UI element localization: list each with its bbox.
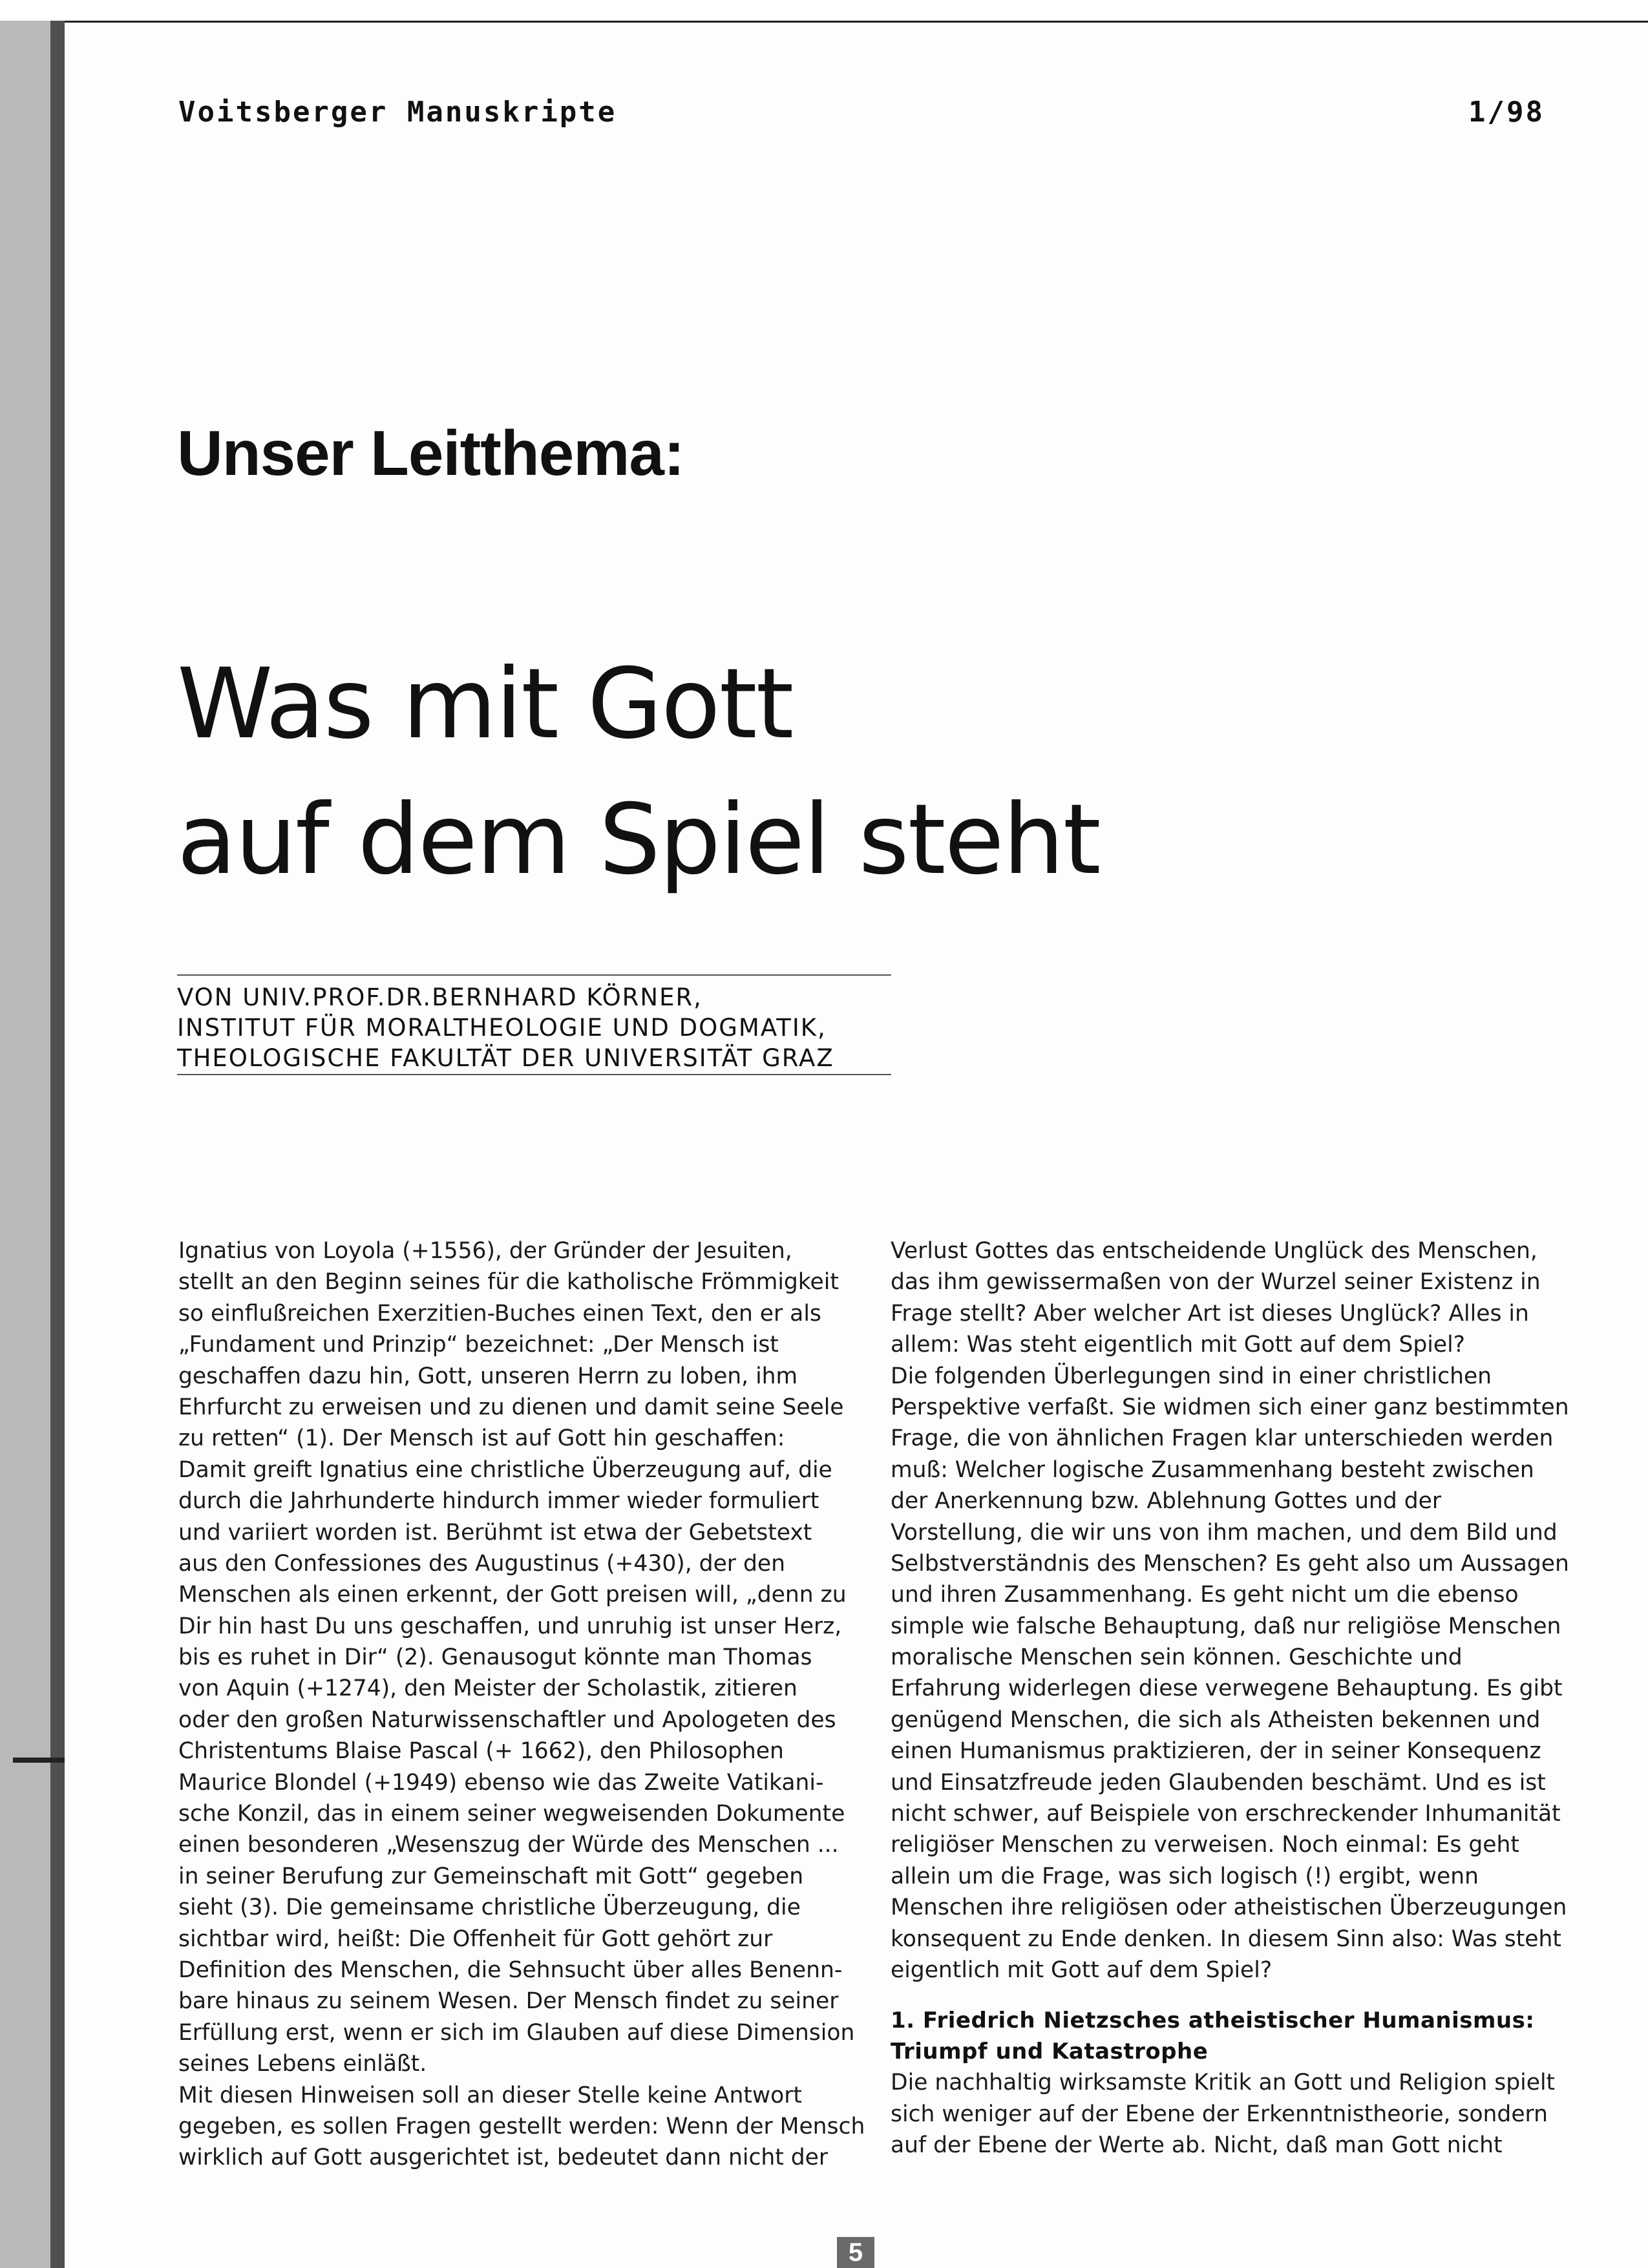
section-body [891, 2067, 1592, 2161]
text-line: wirklich auf Gott ausgerichtet ist, bedeutet dann nicht der [178, 2145, 829, 2171]
left-text-column [178, 1235, 880, 2174]
text-line: konsequent zu Ende denken. In diesem Sinn also: Was steht [891, 1926, 1561, 1952]
byline-rule-top [177, 974, 891, 976]
right-text-column [891, 1235, 1592, 2161]
byline-line: INSTITUT FÜR MORALTHEOLOGIE UND DOGMATIK, [177, 1014, 827, 1042]
text-line: Menschen als einen erkennt, der Gott preisen will, „denn zu [178, 1582, 847, 1608]
text-line: sichtbar wird, heißt: Die Offenheit für Gott gehört zur [178, 1926, 773, 1952]
article-title [177, 636, 1100, 908]
text-line: in seiner Berufung zur Gemeinschaft mit Gott“ gegeben [178, 1863, 804, 1889]
text-line: Menschen ihre religiösen oder atheistischen Überzeugungen [891, 1895, 1567, 1921]
text-line: und variiert worden ist. Berühmt ist etwa der Gebetstext [178, 1519, 812, 1546]
text-line: so einflußreichen Exerzitien-Buches einen Text, den er als [178, 1300, 821, 1327]
title-line: Was mit Gott [177, 648, 793, 761]
publication-title: Voitsberger Manuskripte [178, 96, 617, 129]
text-line: Erfahrung widerlegen diese verwegene Behauptung. Es gibt [891, 1675, 1563, 1702]
text-line: Mit diesen Hinweisen soll an dieser Stelle keine Antwort [178, 2082, 802, 2108]
text-line: religiöser Menschen zu verweisen. Noch einmal: Es geht [891, 1832, 1519, 1858]
title-line: auf dem Spiel steht [177, 784, 1100, 896]
text-line: muß: Welcher logische Zusammenhang besteht zwischen [891, 1456, 1534, 1483]
text-line: und Einsatzfreude jeden Glaubenden beschämt. Und es ist [891, 1769, 1546, 1796]
text-line: einen besonderen „Wesenszug der Würde des Menschen ... [178, 1832, 839, 1858]
text-line: Vorstellung, die wir uns von ihm machen, und dem Bild und [891, 1519, 1558, 1546]
text-line: Ignatius von Loyola (+1556), der Gründer der Jesuiten, [178, 1238, 792, 1264]
text-line: Perspektive verfaßt. Sie widmen sich einer ganz bestimmten [891, 1394, 1569, 1420]
text-line: der Anerkennung bzw. Ablehnung Gottes und der [891, 1488, 1442, 1515]
text-line: Definition des Menschen, die Sehnsucht über alles Benenn- [178, 1957, 843, 1983]
text-line: sche Konzil, das in einem seiner wegweisenden Dokumente [178, 1801, 845, 1827]
text-line: aus den Confessiones des Augustinus (+430), der den [178, 1550, 785, 1577]
byline-rule-bottom [177, 1074, 891, 1075]
text-line: Frage stellt? Aber welcher Art ist dieses Unglück? Alles in [891, 1300, 1529, 1327]
page-number: 5 [837, 2237, 874, 2268]
issue-number: 1/98 [1468, 96, 1545, 129]
section-gap [891, 1986, 1592, 2005]
text-line: Die nachhaltig wirksamste Kritik an Gott und Religion spielt [891, 2070, 1556, 2096]
text-line: und ihren Zusammenhang. Es geht nicht um die ebenso [891, 1582, 1519, 1608]
section-heading-line: Triumpf und Katastrophe [891, 2039, 1209, 2065]
text-line: Frage, die von ähnlichen Fragen klar unterschieden werden [891, 1425, 1554, 1452]
binding-mark [13, 1758, 65, 1763]
text-line: Selbstverständnis des Menschen? Es geht also um Aussagen [891, 1550, 1569, 1577]
text-line: Maurice Blondel (+1949) ebenso wie das Zweite Vatikani- [178, 1769, 824, 1796]
text-line: stellt an den Beginn seines für die katholische Frömmigkeit [178, 1269, 839, 1296]
section-heading [891, 2005, 1592, 2067]
section-heading-line: 1. Friedrich Nietzsches atheistischer Humanismus: [891, 2008, 1535, 2034]
text-line: auf der Ebene der Werte ab. Nicht, daß man Gott nicht [891, 2132, 1503, 2159]
text-line: allein um die Frage, was sich logisch (!) ergibt, wenn [891, 1863, 1479, 1889]
text-line: bis es ruhet in Dir“ (2). Genausogut könnte man Thomas [178, 1644, 812, 1671]
text-line: Verlust Gottes das entscheidende Unglück des Menschen, [891, 1238, 1537, 1264]
text-line: oder den großen Naturwissenschaftler und Apologeten des [178, 1706, 836, 1733]
text-line: sieht (3). Die gemeinsame christliche Überzeugung, die [178, 1895, 801, 1921]
scan-top-edge [0, 0, 1648, 23]
text-line: sich weniger auf der Ebene der Erkenntnistheorie, sondern [891, 2101, 1548, 2127]
text-line: einen Humanismus praktizieren, der in seiner Konsequenz [891, 1738, 1541, 1765]
text-line: „Fundament und Prinzip“ bezeichnet: „Der Mensch ist [178, 1332, 779, 1358]
text-line: Erfüllung erst, wenn er sich im Glauben auf diese Dimension [178, 2019, 855, 2046]
text-line: Die folgenden Überlegungen sind in einer christlichen [891, 1363, 1492, 1389]
text-line: eigentlich mit Gott auf dem Spiel? [891, 1957, 1273, 1983]
text-line: durch die Jahrhunderte hindurch immer wieder formuliert [178, 1488, 819, 1515]
binding-edge [50, 21, 65, 2268]
text-line: von Aquin (+1274), den Meister der Scholastik, zitieren [178, 1675, 798, 1702]
binding-shadow [0, 21, 50, 2268]
text-line: Ehrfurcht zu erweisen und zu dienen und damit seine Seele [178, 1394, 844, 1420]
text-line: zu retten“ (1). Der Mensch ist auf Gott hin geschaffen: [178, 1425, 785, 1452]
text-line: gegeben, es sollen Fragen gestellt werden: Wenn der Mensch [178, 2113, 865, 2139]
text-line: genügend Menschen, die sich als Atheisten bekennen und [891, 1706, 1541, 1733]
text-line: Damit greift Ignatius eine christliche Überzeugung auf, die [178, 1456, 832, 1483]
text-line: Christentums Blaise Pascal (+ 1662), den Philosophen [178, 1738, 784, 1765]
byline-line: VON UNIV.PROF.DR.BERNHARD KÖRNER, [177, 983, 703, 1011]
right-column-body [891, 1235, 1592, 1986]
section-kicker: Unser Leitthema: [177, 417, 684, 488]
text-line: das ihm gewissermaßen von der Wurzel seiner Existenz in [891, 1269, 1541, 1296]
text-line: nicht schwer, auf Beispiele von erschreckender Inhumanität [891, 1801, 1561, 1827]
text-line: geschaffen dazu hin, Gott, unseren Herrn zu loben, ihm [178, 1363, 798, 1389]
text-line: bare hinaus zu seinem Wesen. Der Mensch findet zu seiner [178, 1988, 839, 2015]
text-line: simple wie falsche Behauptung, daß nur religiöse Menschen [891, 1613, 1561, 1639]
text-line: moralische Menschen sein können. Geschichte und [891, 1644, 1463, 1671]
byline-line: THEOLOGISCHE FAKULTÄT DER UNIVERSITÄT GRAZ [177, 1044, 834, 1072]
text-line: Dir hin hast Du uns geschaffen, und unruhig ist unser Herz, [178, 1613, 842, 1639]
author-byline [177, 982, 834, 1073]
text-line: seines Lebens einläßt. [178, 2051, 427, 2077]
text-line: allem: Was steht eigentlich mit Gott auf dem Spiel? [891, 1332, 1465, 1358]
